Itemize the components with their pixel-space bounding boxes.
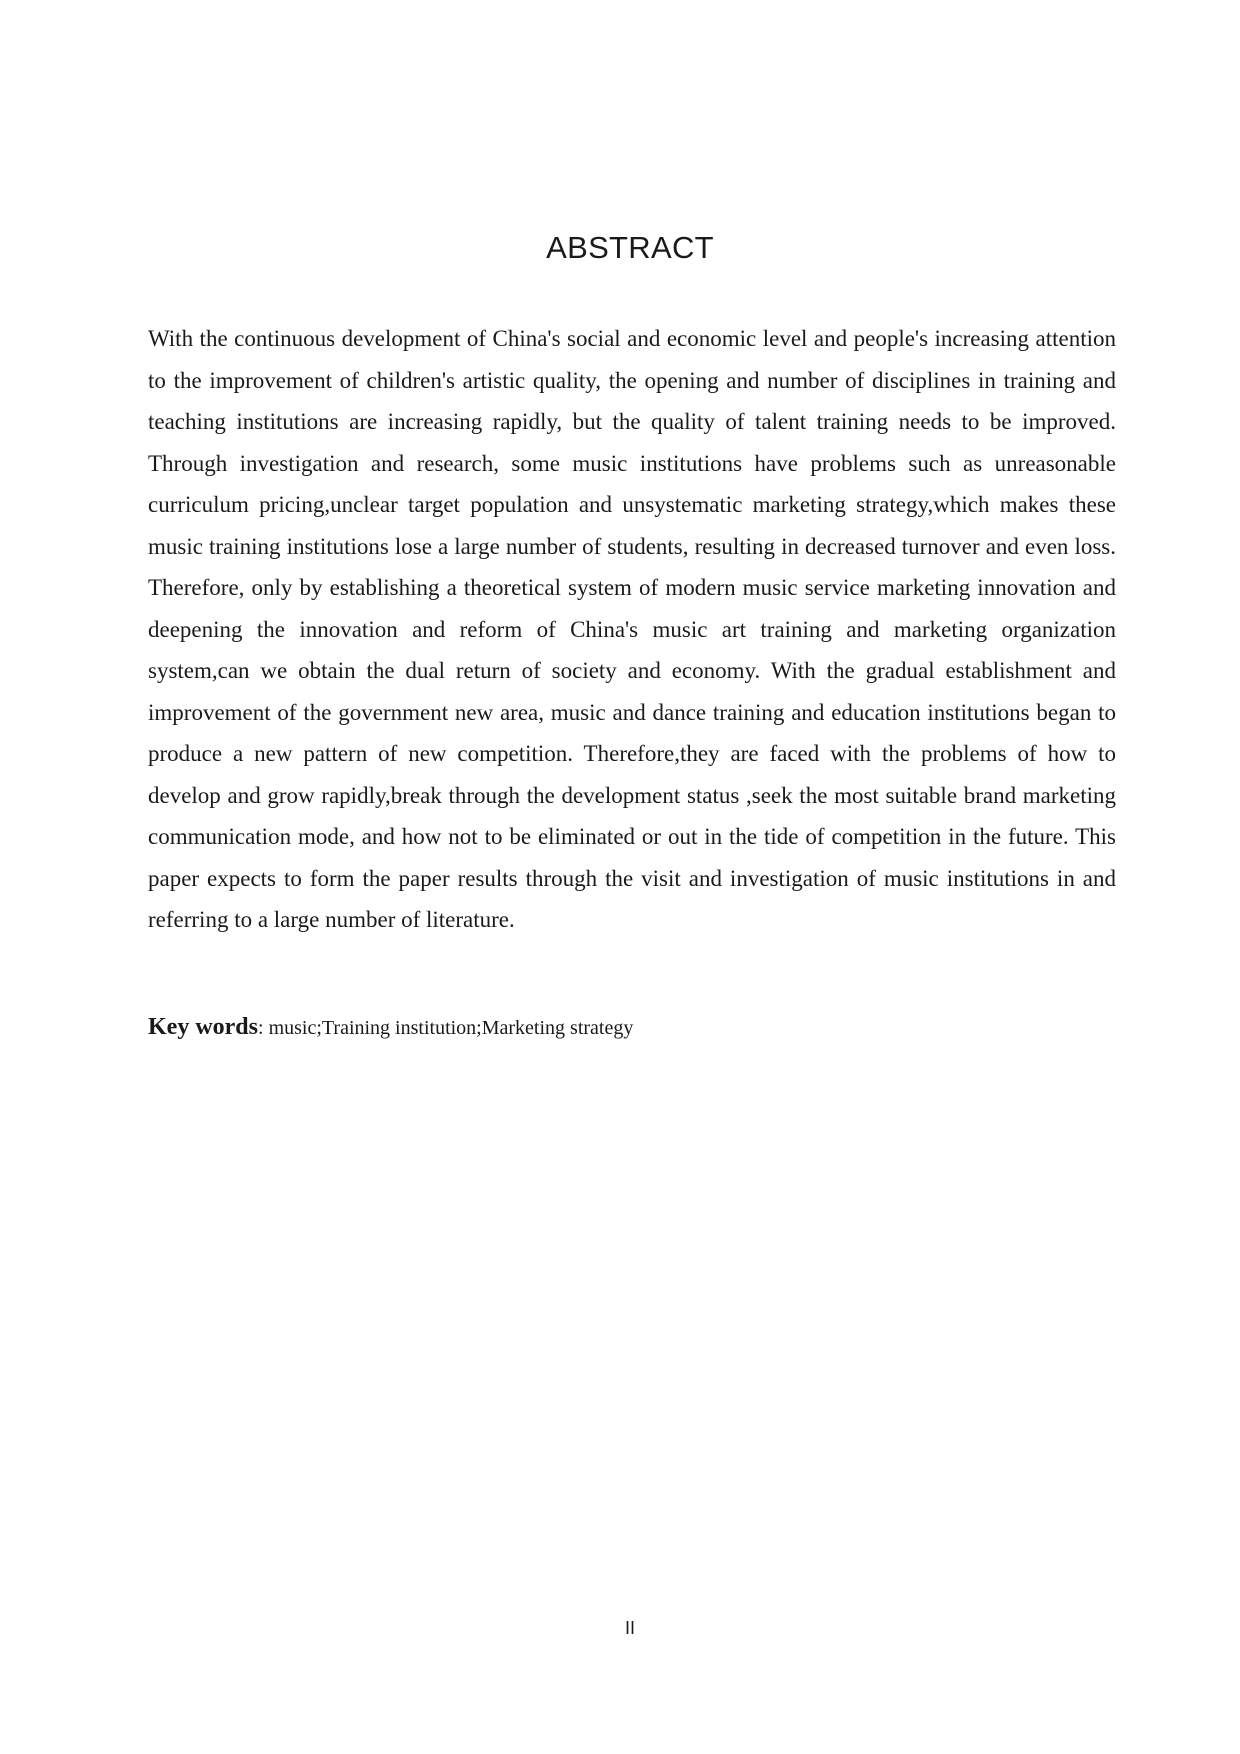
keywords-separator: : (258, 1017, 269, 1039)
abstract-paragraph: With the continuous development of China's social and economic level and people's increasing attention to the improvement of children's artistic quality, the opening and number of disciplines in training and teaching institutions are increasing rapidly, but the quality of talent training needs to be improved. Through investigation and research, some music institutions have problems such as unreasonable curriculum pricing,unclear target population and unsystematic marketing strategy,which makes these music training institutions lose a large number of students, resulting in decreased turnover and even loss. Therefore, only by establishing a theoretical system of modern music service marketing innovation and deepening the innovation and reform of China's music art training and marketing organization system,can we obtain the dual return of society and economy. With the gradual establishment and improvement of the government new area, music and dance training and education institutions began to produce a new pattern of new competition. Therefore,they are faced with the problems of how to develop and grow rapidly,break through the development status ,seek the most suitable brand marketing communication mode, and how not to be eliminated or out in the tide of competition in the future. This paper expects to form the paper results through the visit and investigation of music institutions in and referring to a large number of literature. (148, 326, 1116, 932)
page-title: ABSTRACT (546, 230, 714, 265)
keywords-text: music;Training institution;Marketing strategy (268, 1017, 634, 1039)
keywords-label: Key words (148, 1014, 258, 1040)
page-number: II (624, 1618, 635, 1638)
keywords-line (148, 1009, 1116, 1046)
